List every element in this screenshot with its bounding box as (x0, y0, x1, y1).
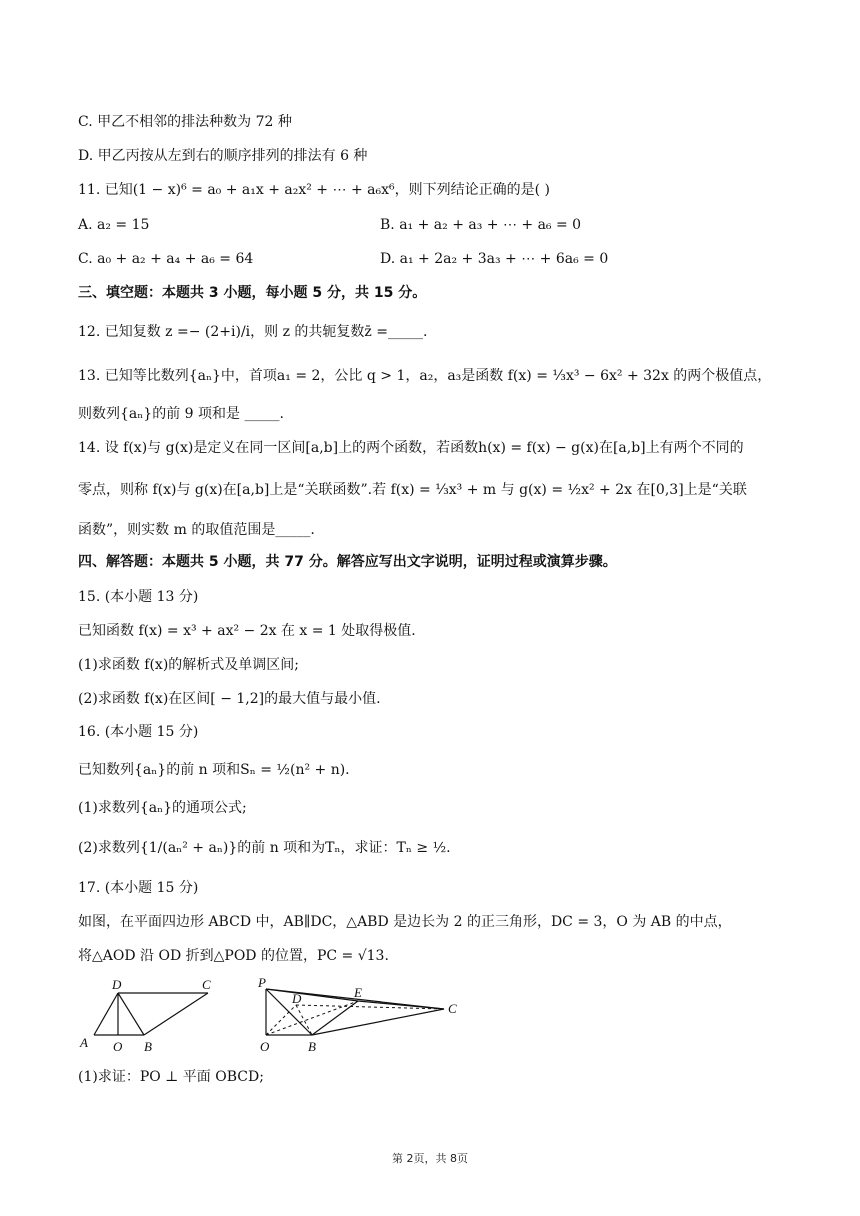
section-4-heading: 四、解答题：本题共 5 小题，共 77 分。解答应写出文字说明，证明过程或演算步骤。 (78, 554, 617, 570)
question-16-title: 16. (本小题 15 分) (78, 724, 199, 740)
label-A: A (80, 1035, 88, 1050)
question-14-cont2: 函数”，则实数 m 的取值范围是_____. (78, 522, 315, 538)
question-17-stem: 如图，在平面四边形 ABCD 中，AB∥DC，△ABD 是边长为 2 的正三角形，DC = 3，O 为 AB 的中点， (78, 914, 732, 930)
label-P: P (258, 975, 266, 990)
question-17-stem-cont: 将△AOD 沿 OD 折到△POD 的位置，PC = √13. (78, 948, 389, 964)
label-B2: B (308, 1039, 316, 1054)
question-16-part1: (1)求数列{aₙ}的通项公式; (78, 800, 247, 816)
question-13: 13. 已知等比数列{aₙ}中，首项a₁ = 2，公比 q > 1，a₂，a₃是函数 f(x) = ⅓x³ − 6x² + 32x 的两个极值点， (78, 368, 772, 384)
option-d: D. a₁ + 2a₂ + 3a₃ + ⋯ + 6a₆ = 0 (380, 251, 609, 267)
question-15-title: 15. (本小题 13 分) (78, 589, 199, 605)
line-d-option: D. 甲乙丙按从左到右的顺序排列的排法有 6 种 (78, 148, 368, 164)
question-15-stem: 已知函数 f(x) = x³ + ax² − 2x 在 x = 1 处取得极值. (78, 623, 416, 639)
label-O: O (113, 1039, 123, 1054)
option-b: B. a₁ + a₂ + a₃ + ⋯ + a₆ = 0 (380, 217, 582, 233)
question-14-cont1: 零点，则称 f(x)与 g(x)在[a,b]上是“关联函数”.若 f(x) = ⅓x³ + m 与 g(x) = ½x² + 2x 在[0,3]上是“关联 (78, 482, 747, 498)
question-17-part1: (1)求证：PO ⊥ 平面 OBCD; (78, 1069, 264, 1085)
question-17-title: 17. (本小题 15 分) (78, 880, 199, 896)
option-c: C. a₀ + a₂ + a₄ + a₆ = 64 (78, 251, 254, 267)
label-E: E (354, 985, 362, 1000)
label-O2: O (260, 1039, 270, 1054)
label-C: C (202, 977, 211, 992)
question-16-stem: 已知数列{aₙ}的前 n 项和Sₙ = ½(n² + n). (78, 762, 350, 778)
page-footer: 第 2页，共 8页 (392, 1152, 468, 1165)
label-D2: D (292, 991, 302, 1006)
question-12: 12. 已知复数 z =− (2+i)/i，则 z 的共轭复数z̄ =_____. (78, 324, 428, 340)
question-14: 14. 设 f(x)与 g(x)是定义在同一区间[a,b]上的两个函数，若函数h(x) = f(x) − g(x)在[a,b]上有两个不同的 (78, 440, 744, 456)
label-D: D (112, 977, 122, 992)
line-c-option: C. 甲乙不相邻的排法种数为 72 种 (78, 114, 292, 130)
option-a: A. a₂ = 15 (78, 217, 150, 233)
question-13-cont: 则数列{aₙ}的前 9 项和是 _____. (78, 406, 284, 422)
geometry-figures (78, 975, 478, 1059)
section-3-heading: 三、填空题：本题共 3 小题，每小题 5 分，共 15 分。 (78, 285, 427, 301)
question-15-part1: (1)求函数 f(x)的解析式及单调区间; (78, 657, 299, 673)
question-16-part2: (2)求数列{1/(aₙ² + aₙ)}的前 n 项和为Tₙ，求证：Tₙ ≥ ½. (78, 840, 451, 856)
label-B: B (144, 1039, 152, 1054)
label-C2: C (448, 1001, 457, 1016)
question-11: 11. 已知(1 − x)⁶ = a₀ + a₁x + a₂x² + ⋯ + a₆x⁶，则下列结论正确的是( ) (78, 182, 550, 198)
question-15-part2: (2)求函数 f(x)在区间[ − 1,2]的最大值与最小值. (78, 691, 381, 707)
quadrilateral-figure (78, 975, 478, 1055)
